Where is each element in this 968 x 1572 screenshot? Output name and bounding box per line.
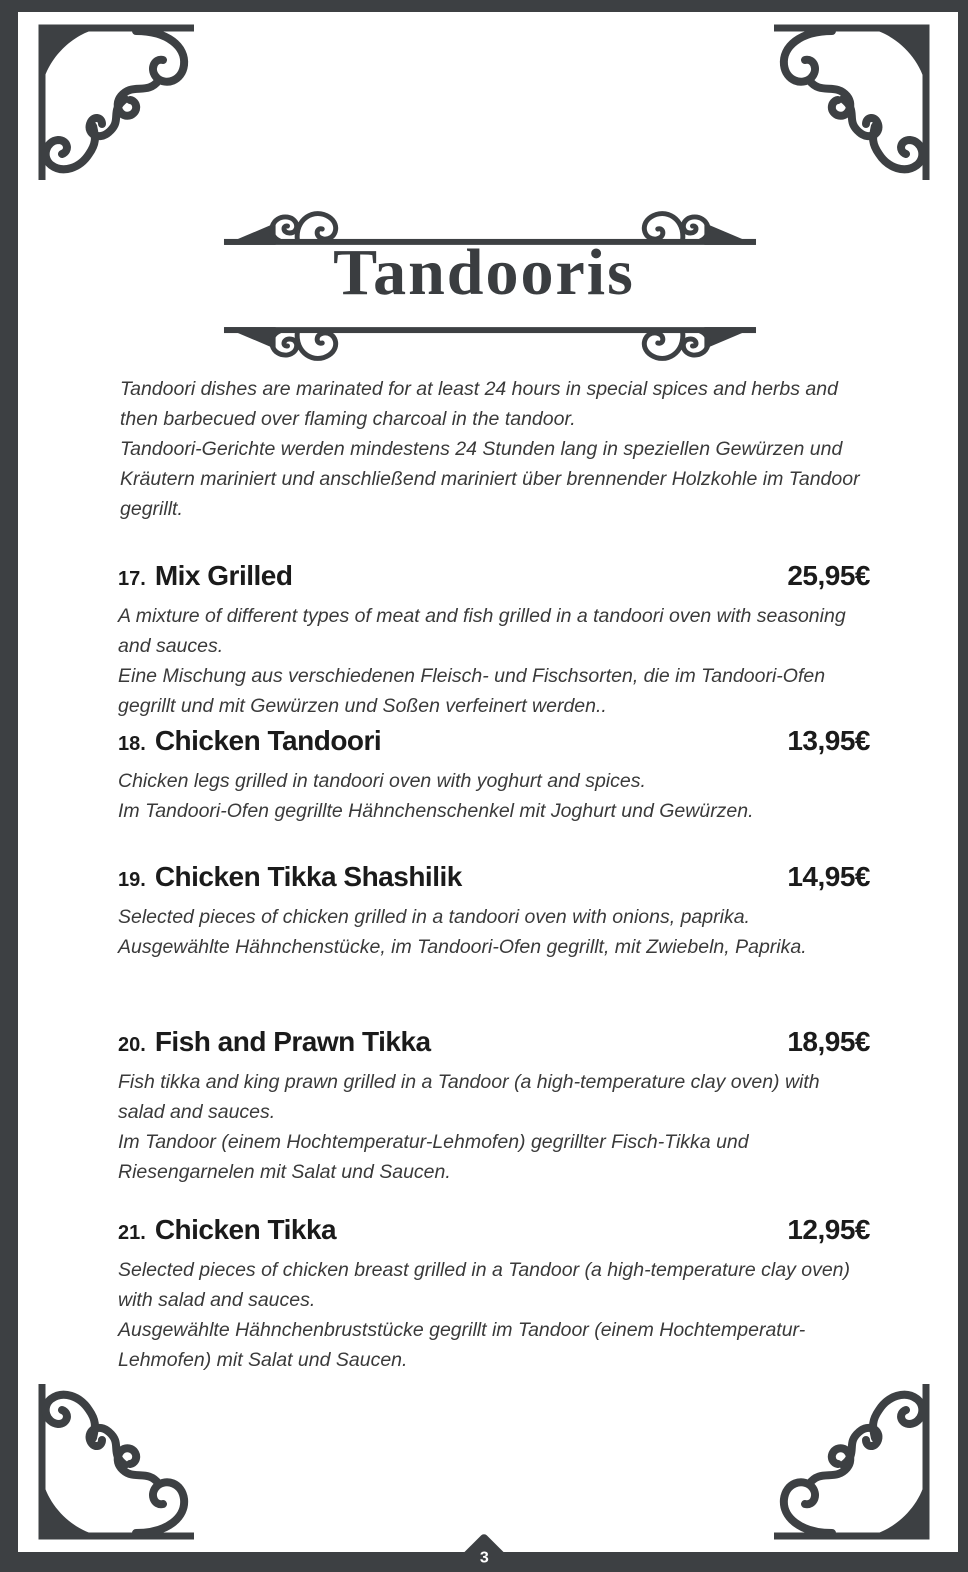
menu-item-name: Fish and Prawn Tikka xyxy=(154,1026,431,1057)
menu-item-number: 18. xyxy=(118,733,146,755)
menu-item-price: 18,95€ xyxy=(787,1026,870,1057)
menu-item xyxy=(118,560,870,721)
menu-item-description xyxy=(118,601,870,721)
corner-scroll-ornament-top-right xyxy=(772,22,932,182)
menu-item-header xyxy=(118,725,870,757)
menu-item-description-en: Chicken legs grilled in tandoori oven with yoghurt and spices. xyxy=(118,770,646,792)
menu-item-description xyxy=(118,1067,870,1187)
menu-item-description-de: Eine Mischung aus verschiedenen Fleisch- und Fischsorten, die im Tandoori-Ofen gegrillt und mit Gewürzen und Soßen verfeinert werden.. xyxy=(118,665,826,717)
menu-item xyxy=(118,1214,870,1375)
corner-scroll-ornament-top-left xyxy=(36,22,196,182)
menu-item-number: 20. xyxy=(118,1034,146,1056)
menu-item-description xyxy=(118,766,870,826)
menu-item-name: Mix Grilled xyxy=(154,560,293,591)
menu-item xyxy=(118,861,870,962)
menu-item-description-en: Fish tikka and king prawn grilled in a Tandoor (a high-temperature clay oven) with salad and sauces. xyxy=(118,1071,820,1123)
intro-text-en: Tandoori dishes are marinated for at least 24 hours in special spices and herbs and then barbecued over flaming charcoal in the tandoor. xyxy=(120,378,838,430)
menu-item-description-de: Im Tandoori-Ofen gegrillte Hähnchenschenkel mit Joghurt und Gewürzen. xyxy=(118,800,754,822)
menu-item-header xyxy=(118,1026,870,1058)
menu-item xyxy=(118,725,870,826)
menu-item-name: Chicken Tandoori xyxy=(154,725,382,756)
corner-scroll-ornament-bottom-left xyxy=(36,1382,196,1542)
menu-item-description-en: A mixture of different types of meat and fish grilled in a tandoori oven with seasoning and sauces. xyxy=(118,605,846,657)
menu-item-number: 17. xyxy=(118,568,146,590)
title-flourish-bottom-icon xyxy=(222,318,758,366)
menu-item-header xyxy=(118,861,870,893)
menu-item-description-de: Ausgewählte Hähnchenstücke, im Tandoori-Ofen gegrillt, mit Zwiebeln, Paprika. xyxy=(118,936,807,958)
menu-item-number: 19. xyxy=(118,869,146,891)
menu-item-header xyxy=(118,1214,870,1246)
menu-item-price: 14,95€ xyxy=(787,861,870,892)
page-number-diamond xyxy=(459,1533,510,1572)
menu-item-price: 13,95€ xyxy=(787,725,870,756)
menu-item-price: 25,95€ xyxy=(787,560,870,591)
intro-text-de: Tandoori-Gerichte werden mindestens 24 Stunden lang in speziellen Gewürzen und Kräutern mariniert und anschließend mariniert über brennender Holzkohle im Tandoor gegrillt. xyxy=(120,438,860,520)
menu-item-description-en: Selected pieces of chicken grilled in a tandoori oven with onions, paprika. xyxy=(118,906,750,928)
menu-item-description-de: Im Tandoor (einem Hochtemperatur-Lehmofen) gegrillter Fisch-Tikka und Riesengarnelen mit Salat und Saucen. xyxy=(118,1131,749,1183)
page-number: 3 xyxy=(479,1549,489,1566)
section-intro xyxy=(120,374,870,524)
menu-item-header xyxy=(118,560,870,592)
menu-item-description xyxy=(118,1255,870,1375)
menu-item-name: Chicken Tikka xyxy=(154,1214,337,1245)
menu-item-description xyxy=(118,902,870,962)
menu-item-name: Chicken Tikka Shashilik xyxy=(154,861,462,892)
menu-item xyxy=(118,1026,870,1187)
menu-item-description-de: Ausgewählte Hähnchenbruststücke gegrillt im Tandoor (einem Hochtemperatur-Lehmofen) mit Salat und Saucen. xyxy=(118,1319,806,1371)
menu-item-description-en: Selected pieces of chicken breast grilled in a Tandoor (a high-temperature clay oven) with salad and sauces. xyxy=(118,1259,851,1311)
corner-scroll-ornament-bottom-right xyxy=(772,1382,932,1542)
menu-item-price: 12,95€ xyxy=(787,1214,870,1245)
menu-item-number: 21. xyxy=(118,1222,146,1244)
page-title: Tandooris xyxy=(333,236,635,309)
